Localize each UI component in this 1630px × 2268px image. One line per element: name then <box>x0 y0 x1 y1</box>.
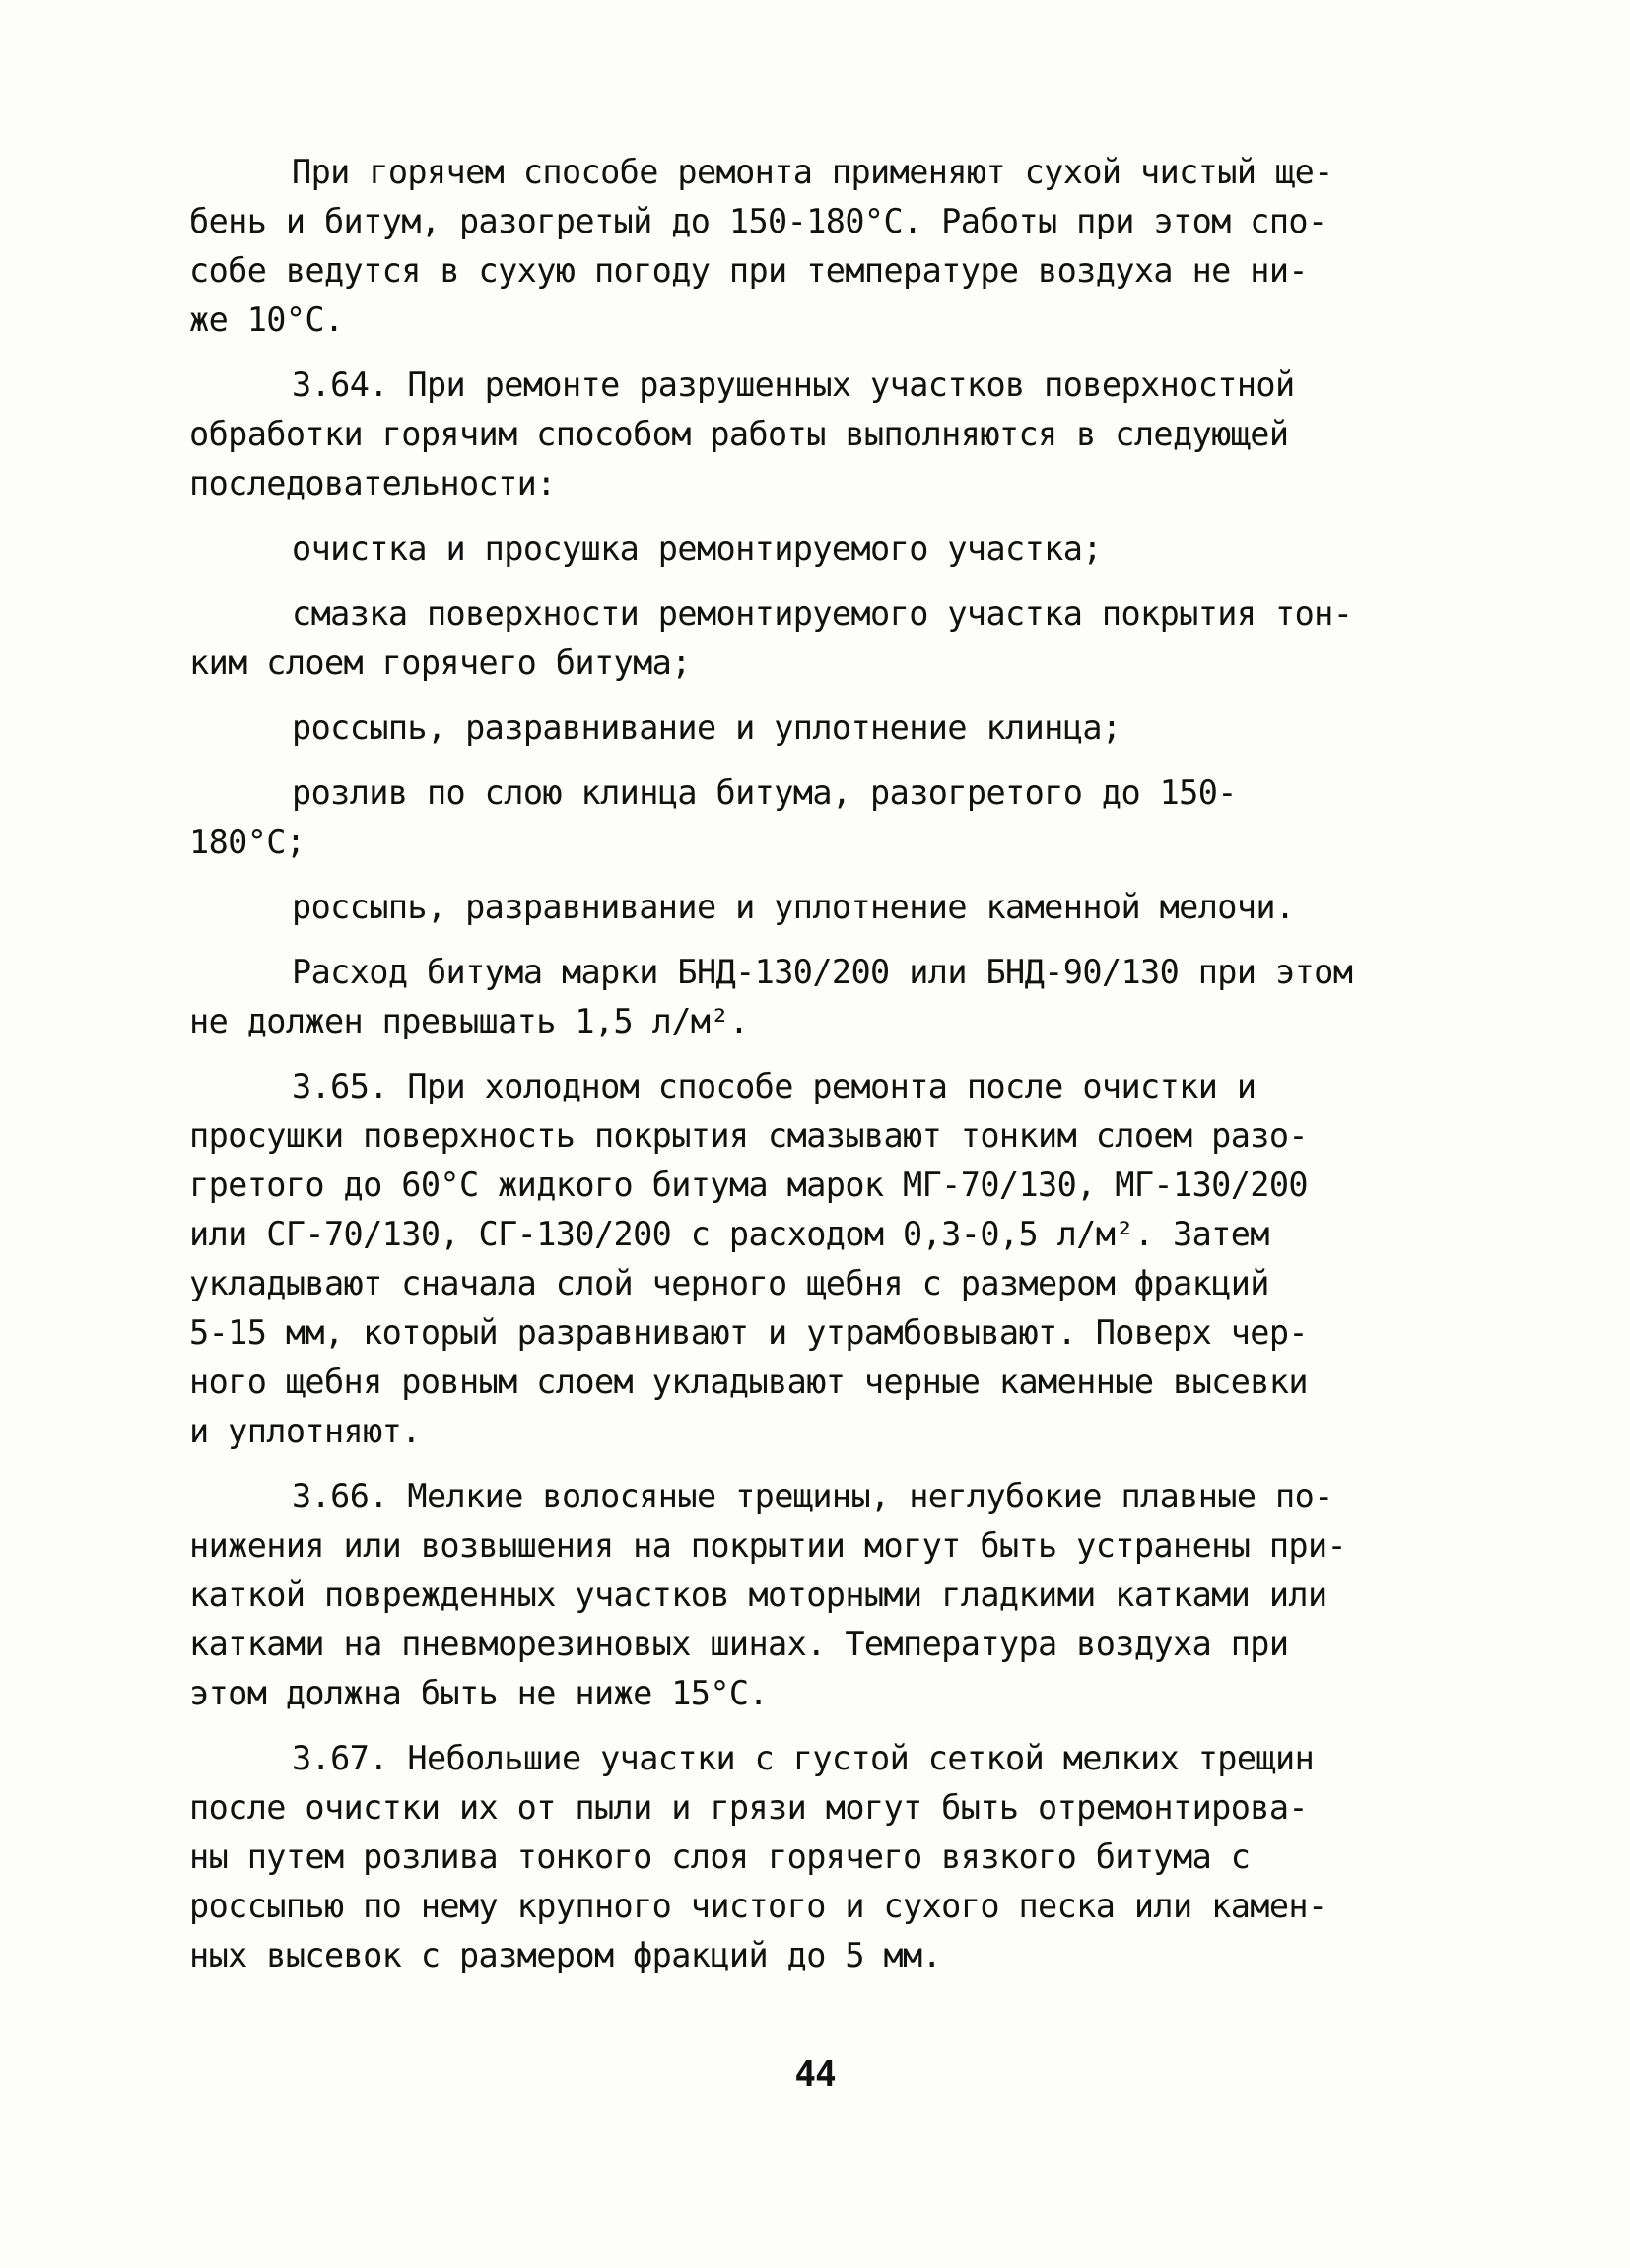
text-line: же 10°С. <box>189 300 344 339</box>
text-line: россыпью по нему крупного чистого и сухого песка или камен- <box>189 1887 1327 1925</box>
text-line: 3.66. Мелкие волосяные трещины, неглубокие плавные по- <box>292 1477 1333 1515</box>
text-line: гретого до 60°С жидкого битума марок МГ-70/130, МГ-130/200 <box>189 1166 1308 1204</box>
text-line: после очистки их от пыли и грязи могут быть отремонтирова- <box>189 1788 1308 1827</box>
text-line: смазка поверхности ремонтируемого участка покрытия тон- <box>292 594 1353 633</box>
page-number: 44 <box>794 2054 836 2095</box>
paragraph <box>189 1472 1421 1718</box>
text-line: россыпь, разравнивание и уплотнение каменной мелочи. <box>292 888 1295 926</box>
paragraph <box>189 768 1421 867</box>
text-line: и уплотняют. <box>189 1412 421 1450</box>
text-line: ким слоем горячего битума; <box>189 643 691 682</box>
text-line: последовательности: <box>189 464 556 502</box>
paragraph <box>189 589 1421 688</box>
text-line: собе ведутся в сухую погоду при температуре воздуха не ни- <box>189 251 1308 290</box>
text-line: 3.65. При холодном способе ремонта после очистки и <box>292 1067 1256 1105</box>
text-line: 3.64. При ремонте разрушенных участков поверхностной <box>292 366 1295 404</box>
paragraph <box>189 1062 1421 1456</box>
text-line: укладывают сначала слой черного щебня с размером фракций <box>189 1264 1269 1302</box>
paragraph <box>189 703 1421 753</box>
text-line: бень и битум, разогретый до 150-180°С. Работы при этом спо- <box>189 202 1327 240</box>
paragraph <box>189 1734 1421 1980</box>
text-line: катками на пневморезиновых шинах. Температура воздуха при <box>189 1625 1289 1663</box>
text-line: нижения или возвышения на покрытии могут быть устранены при- <box>189 1526 1347 1565</box>
text-line: каткой поврежденных участков моторными гладкими катками или <box>189 1575 1327 1614</box>
text-line: 5-15 мм, который разравнивают и утрамбовывают. Поверх чер- <box>189 1313 1308 1352</box>
text-line: этом должна быть не ниже 15°С. <box>189 1674 769 1712</box>
paragraph <box>189 148 1421 345</box>
text-line: Расход битума марки БНД-130/200 или БНД-90/130 при этом <box>292 953 1353 991</box>
text-line: 180°С; <box>189 823 306 861</box>
paragraph <box>189 883 1421 932</box>
text-line: очистка и просушка ремонтируемого участка; <box>292 529 1102 567</box>
text-line: ных высевок с размером фракций до 5 мм. <box>189 1936 942 1974</box>
paragraph <box>189 524 1421 573</box>
text-line: При горячем способе ремонта применяют сухой чистый ще- <box>292 153 1333 191</box>
paragraph <box>189 361 1421 508</box>
text-line: или СГ-70/130, СГ-130/200 с расходом 0,3-0,5 л/м². Затем <box>189 1215 1269 1253</box>
text-line: розлив по слою клинца битума, разогретого до 150- <box>292 773 1237 812</box>
text-line: не должен превышать 1,5 л/м². <box>189 1002 749 1040</box>
text-line: обработки горячим способом работы выполняются в следующей <box>189 415 1289 453</box>
text-line: 3.67. Небольшие участки с густой сеткой мелких трещин <box>292 1739 1315 1777</box>
body-text <box>189 148 1421 1996</box>
text-line: просушки поверхность покрытия смазывают тонким слоем разо- <box>189 1116 1308 1155</box>
text-line: ны путем розлива тонкого слоя горячего вязкого битума с <box>189 1837 1251 1876</box>
text-line: ного щебня ровным слоем укладывают черные каменные высевки <box>189 1363 1308 1401</box>
text-line: россыпь, разравнивание и уплотнение клинца; <box>292 708 1121 747</box>
paragraph <box>189 948 1421 1046</box>
